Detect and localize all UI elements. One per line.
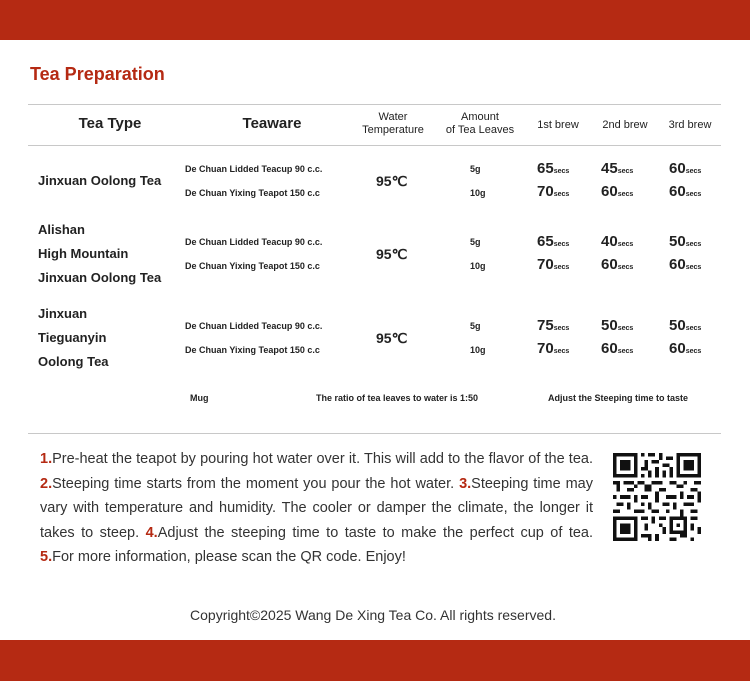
tea-name-row3: [38, 302, 109, 374]
note-number: 3.: [459, 475, 472, 492]
brew-unit: secs: [685, 241, 702, 248]
brew-unit: secs: [617, 241, 634, 248]
table-top-rule: [28, 104, 721, 105]
header-brew1: 1st brew: [537, 119, 579, 131]
note-number: 5.: [40, 549, 53, 565]
brew-time-cell: [601, 183, 633, 200]
brew-value: 65: [537, 160, 554, 177]
note-number: 1.: [40, 451, 53, 467]
brew-time-cell: [669, 183, 701, 200]
note-text: For more information, please scan the QR code. Enjoy!: [52, 549, 406, 565]
brew-value: 65: [537, 233, 554, 250]
brew-value: 70: [537, 183, 554, 200]
footer-ratio: The ratio of tea leaves to water is 1:50: [316, 393, 479, 403]
section-title: Tea Preparation: [30, 64, 165, 84]
brew-value: 60: [669, 183, 686, 200]
brew-unit: secs: [617, 191, 634, 198]
brew-unit: secs: [617, 348, 634, 355]
header-teaware: Teaware: [242, 115, 302, 132]
header-water-line2: Temperature: [362, 124, 424, 136]
top-banner: [0, 0, 750, 40]
table-bottom-rule: [28, 433, 721, 434]
brew-unit: secs: [685, 191, 702, 198]
brew-unit: secs: [685, 348, 702, 355]
brew-unit: secs: [553, 264, 570, 271]
teaware-cell: De Chuan Lidded Teacup 90 c.c.: [185, 237, 323, 247]
bottom-banner: [0, 640, 750, 681]
note-text: Adjust the steeping time to taste to make the perfect cup of tea.: [157, 524, 593, 541]
brew-unit: secs: [617, 168, 634, 175]
temperature-cell: 95℃: [376, 173, 408, 189]
note-text: Steeping time starts from the moment you pour the hot water.: [52, 475, 460, 492]
brew-time-cell: [669, 340, 701, 357]
brew-value: 45: [601, 160, 618, 177]
brew-unit: secs: [553, 348, 570, 355]
temperature-cell: 95℃: [376, 246, 408, 262]
brew-time-cell: [669, 160, 701, 177]
brew-time-cell: [537, 256, 569, 273]
brew-unit: secs: [617, 264, 634, 271]
tea-name-line: Tieguanyin: [38, 330, 107, 345]
header-amount-line1: Amount: [461, 111, 499, 123]
brew-value: 60: [601, 340, 618, 357]
brew-unit: secs: [617, 325, 634, 332]
teaware-cell: De Chuan Lidded Teacup 90 c.c.: [185, 321, 323, 331]
brew-time-cell: [669, 317, 701, 334]
brew-value: 60: [601, 256, 618, 273]
header-brew2: 2nd brew: [602, 119, 648, 131]
note-text: Pre-heat the teapot by pouring hot water over it. This will add to the flavor of the tea.: [52, 451, 593, 467]
tea-name-line: Alishan: [38, 222, 85, 237]
note-number: 4.: [145, 524, 158, 541]
brew-time-cell: [669, 256, 701, 273]
tea-name-line: High Mountain: [38, 246, 129, 261]
brew-time-cell: [537, 317, 569, 334]
preparation-notes: [40, 447, 593, 570]
copyright-text: [0, 607, 750, 623]
brew-unit: secs: [685, 168, 702, 175]
brew-value: 50: [669, 317, 686, 334]
brew-time-cell: [601, 160, 633, 177]
brew-time-cell: [537, 183, 569, 200]
amount-cell: 5g: [470, 164, 481, 174]
brew-unit: secs: [685, 325, 702, 332]
brew-value: 60: [669, 340, 686, 357]
amount-cell: 10g: [470, 188, 486, 198]
amount-cell: 5g: [470, 321, 481, 331]
brew-value: 40: [601, 233, 618, 250]
teaware-cell: De Chuan Yixing Teapot 150 c.c: [185, 345, 320, 355]
brew-value: 50: [669, 233, 686, 250]
brew-value: 60: [669, 256, 686, 273]
tea-name-line: Jinxuan: [38, 306, 88, 321]
brew-value: 60: [601, 183, 618, 200]
header-amount-line2: of Tea Leaves: [445, 124, 515, 136]
table-header-rule: [28, 145, 721, 146]
footer-adjust: Adjust the Steeping time to taste: [548, 393, 689, 403]
amount-cell: 10g: [470, 345, 486, 355]
teaware-cell: De Chuan Yixing Teapot 150 c.c: [185, 261, 320, 271]
note-number: 2.: [40, 475, 53, 492]
temperature-cell: 95℃: [376, 330, 408, 346]
footer-mug: Mug: [190, 393, 209, 403]
amount-cell: 10g: [470, 261, 486, 271]
brew-time-cell: [601, 317, 633, 334]
brew-time-cell: [669, 233, 701, 250]
brew-unit: secs: [553, 241, 570, 248]
header-water-line1: Water: [378, 111, 408, 123]
note-text: Steeping time may vary with temperature and humidity. The cooler or damper the climate, the longer it takes to steep.: [40, 475, 593, 541]
tea-name-line: Jinxuan Oolong Tea: [38, 270, 162, 285]
brew-time-cell: [537, 340, 569, 357]
brew-time-cell: [537, 160, 569, 177]
brew-time-cell: [601, 340, 633, 357]
brew-unit: secs: [685, 264, 702, 271]
tea-name-row1: [38, 169, 161, 193]
tea-name-line: Oolong Tea: [38, 354, 109, 369]
brew-time-cell: [601, 233, 633, 250]
teaware-cell: De Chuan Yixing Teapot 150 c.c: [185, 188, 320, 198]
brew-time-cell: [601, 256, 633, 273]
header-tea-type: Tea Type: [78, 115, 142, 132]
brew-value: 70: [537, 340, 554, 357]
brew-value: 50: [601, 317, 618, 334]
qr-code-icon[interactable]: [613, 453, 701, 541]
tea-name-line: Jinxuan Oolong Tea: [38, 173, 162, 188]
brew-time-cell: [537, 233, 569, 250]
brew-value: 75: [537, 317, 554, 334]
brew-unit: secs: [553, 325, 570, 332]
header-brew3: 3rd brew: [668, 119, 712, 131]
brew-unit: secs: [553, 168, 570, 175]
teaware-cell: De Chuan Lidded Teacup 90 c.c.: [185, 164, 323, 174]
copyright-line: Copyright©2025 Wang De Xing Tea Co. All rights reserved.: [190, 607, 556, 623]
brew-unit: secs: [553, 191, 570, 198]
header-water-temperature: [348, 111, 438, 137]
amount-cell: 5g: [470, 237, 481, 247]
header-amount: [435, 111, 525, 137]
brew-value: 70: [537, 256, 554, 273]
brew-value: 60: [669, 160, 686, 177]
tea-name-row2: [38, 218, 161, 290]
